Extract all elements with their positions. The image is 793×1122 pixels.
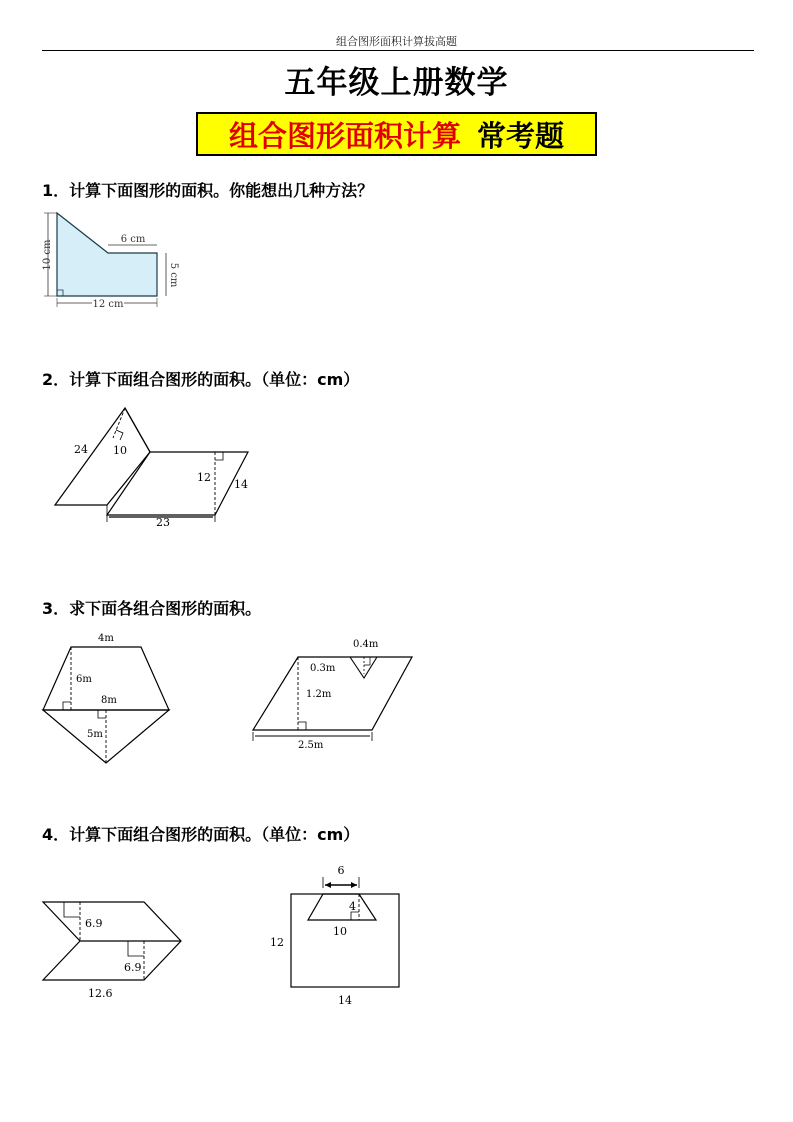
fig4b-label-trap-base: 10 xyxy=(333,925,347,938)
fig4b-label-base: 14 xyxy=(338,994,352,1007)
fig4b-label-height: 4 xyxy=(349,900,356,913)
fig3a-label-low: 5m xyxy=(87,729,103,740)
question-2: 2．计算下面组合图形的面积。（单位：cm） xyxy=(42,370,360,389)
fig1-label-bottom: 12 cm xyxy=(92,299,124,310)
fig2-right-shape xyxy=(107,452,248,515)
fig4a-label-h1: 6.9 xyxy=(85,917,103,930)
fig2-label-23: 23 xyxy=(156,516,170,529)
fig1-shape xyxy=(57,213,157,296)
subtitle-topic: 组合图形面积计算 xyxy=(228,118,461,153)
figure-4a xyxy=(40,895,185,1010)
figure-1 xyxy=(40,205,190,310)
page-title: 五年级上册数学 xyxy=(284,65,509,101)
subtitle-tag: 常考题 xyxy=(477,118,565,153)
fig2-left-shape xyxy=(55,408,150,505)
fig3b-label-base: 2.5m xyxy=(298,740,324,751)
figure-2 xyxy=(50,400,260,535)
fig3b-label-height: 1.2m xyxy=(306,689,332,700)
question-4: 4．计算下面组合图形的面积。（单位：cm） xyxy=(42,825,360,844)
figure-3a xyxy=(40,630,175,770)
fig3b-label-top: 0.4m xyxy=(353,639,379,650)
fig4b-trapezoid xyxy=(308,894,376,920)
question-3: 3．求下面各组合图形的面积。 xyxy=(42,599,262,618)
fig3a-label-top: 4m xyxy=(98,633,114,644)
fig4a-label-base: 12.6 xyxy=(88,987,113,1000)
fig1-label-right: 5 cm xyxy=(168,262,179,288)
running-header: 组合图形面积计算拔高题 xyxy=(336,35,457,48)
figure-4b xyxy=(260,860,410,1015)
question-1: 1．计算下面图形的面积。你能想出几种方法？ xyxy=(42,181,374,200)
fig4b-label-side: 12 xyxy=(270,936,284,949)
fig4b-rectangle xyxy=(291,894,399,987)
figure-3b xyxy=(250,635,420,750)
fig4b-label-top: 6 xyxy=(337,864,345,877)
fig1-label-top: 6 cm xyxy=(120,234,146,245)
fig2-label-24: 24 xyxy=(74,443,88,456)
fig2-label-10: 10 xyxy=(113,444,127,457)
fig3b-label-dip: 0.3m xyxy=(310,663,336,674)
fig3a-label-height: 6m xyxy=(76,674,92,685)
header-divider xyxy=(42,50,754,51)
fig3b-notch xyxy=(350,657,377,678)
fig4a-label-h2: 6.9 xyxy=(124,961,142,974)
fig3a-label-mid: 8m xyxy=(101,695,117,706)
fig2-label-14: 14 xyxy=(234,478,248,491)
fig2-label-12: 12 xyxy=(197,471,211,484)
subtitle-banner xyxy=(196,112,597,156)
fig1-label-left: 10 cm xyxy=(42,239,53,271)
